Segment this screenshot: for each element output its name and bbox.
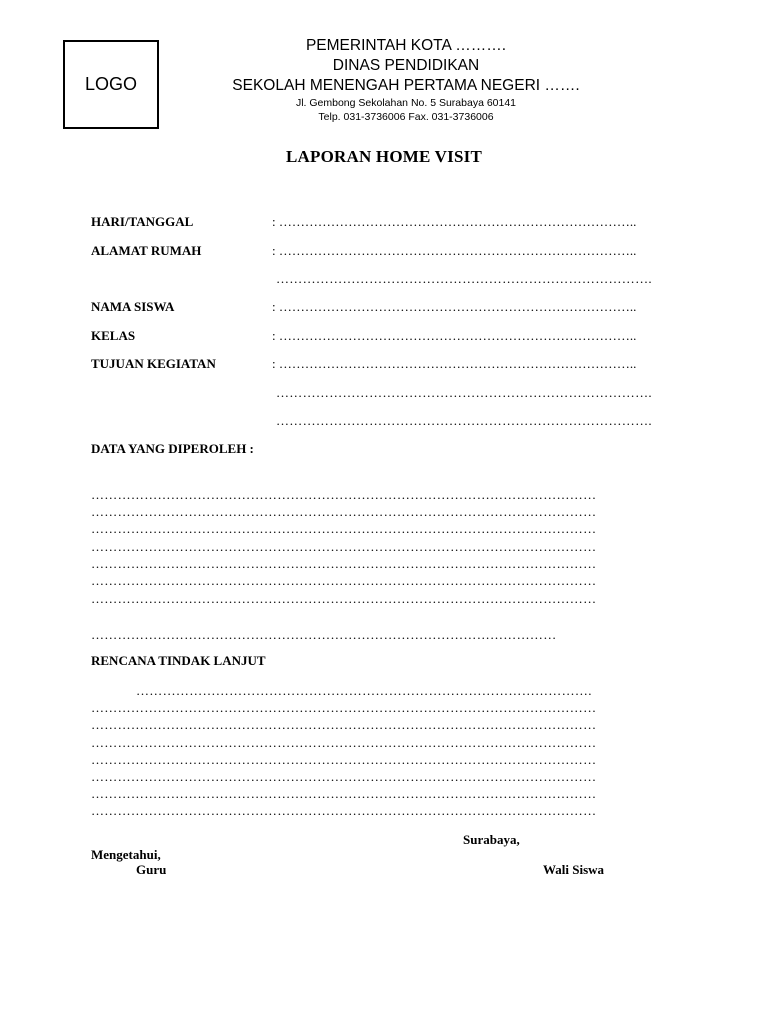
dotted-line: …………………………………………………………………………………………………… bbox=[91, 539, 597, 554]
field-label-hari-tanggal: HARI/TANGGAL bbox=[91, 214, 194, 229]
dotted-line: …………………………………………………………………………………………………… bbox=[91, 521, 597, 536]
field-value-hari-tanggal: : ……………………………………………………………………….. bbox=[272, 214, 637, 229]
dotted-line: …………………………………………………………………………………………………… bbox=[91, 717, 597, 732]
logo-text: LOGO bbox=[84, 74, 137, 94]
field-value-alamat-continued: …………………………………………………………………………. bbox=[276, 271, 652, 286]
data-section-heading: DATA YANG DIPEROLEH : bbox=[91, 441, 254, 456]
document-title: LAPORAN HOME VISIT bbox=[286, 147, 482, 166]
field-value-alamat-rumah: : ……………………………………………………………………….. bbox=[272, 243, 637, 258]
field-value-tujuan-continued-2: …………………………………………………………………………. bbox=[276, 413, 652, 428]
dotted-line: …………………………………………………………………………………………………… bbox=[91, 803, 597, 818]
dotted-line: …………………………………………………………………………………………………… bbox=[91, 556, 597, 571]
dotted-line: …………………………………………………………………………………………………… bbox=[91, 573, 597, 588]
dotted-line: …………………………………………………………………………………………………… bbox=[91, 735, 597, 750]
signature-teacher: Guru bbox=[136, 862, 167, 877]
field-value-tujuan-kegiatan: : ……………………………………………………………………….. bbox=[272, 356, 637, 371]
signature-homeroom: Wali Siswa bbox=[543, 862, 605, 877]
address-line: Jl. Gembong Sekolahan No. 5 Surabaya 60141 bbox=[295, 97, 517, 109]
field-value-kelas: : ……………………………………………………………………….. bbox=[272, 328, 637, 343]
logo-placeholder bbox=[63, 40, 159, 129]
dotted-line: …………………………………………………………………………………………………… bbox=[91, 769, 597, 784]
field-value-tujuan-continued-1: …………………………………………………………………………. bbox=[276, 385, 652, 400]
school-line: SEKOLAH MENENGAH PERTAMA NEGERI ……. bbox=[232, 77, 580, 94]
letterhead bbox=[200, 36, 612, 124]
dotted-line: …………………………………………………………………………………………………… bbox=[91, 487, 597, 502]
signature-acknowledged: Mengetahui, bbox=[91, 847, 161, 862]
field-label-nama-siswa: NAMA SISWA bbox=[91, 299, 175, 314]
phone-line: Telp. 031-3736006 Fax. 031-3736006 bbox=[318, 111, 494, 123]
dotted-line: …………………………………………………………………………………………… bbox=[91, 627, 557, 642]
dotted-line: …………………………………………………………………………………………………… bbox=[91, 591, 597, 606]
government-line: PEMERINTAH KOTA ………. bbox=[305, 37, 507, 54]
signature-place: Surabaya, bbox=[463, 832, 520, 847]
dotted-line: …………………………………………………………………………………………. bbox=[136, 683, 592, 698]
field-label-kelas: KELAS bbox=[91, 328, 136, 343]
department-line: DINAS PENDIDIKAN bbox=[332, 57, 480, 74]
dotted-line: …………………………………………………………………………………………………… bbox=[91, 700, 597, 715]
dotted-line: …………………………………………………………………………………………………… bbox=[91, 752, 597, 767]
dotted-line: …………………………………………………………………………………………………… bbox=[91, 786, 597, 801]
field-label-tujuan-kegiatan: TUJUAN KEGIATAN bbox=[91, 356, 216, 371]
field-value-nama-siswa: : ……………………………………………………………………….. bbox=[272, 299, 637, 314]
plan-section-heading: RENCANA TINDAK LANJUT bbox=[91, 653, 266, 668]
dotted-line: …………………………………………………………………………………………………… bbox=[91, 504, 597, 519]
field-label-alamat-rumah: ALAMAT RUMAH bbox=[91, 243, 202, 258]
